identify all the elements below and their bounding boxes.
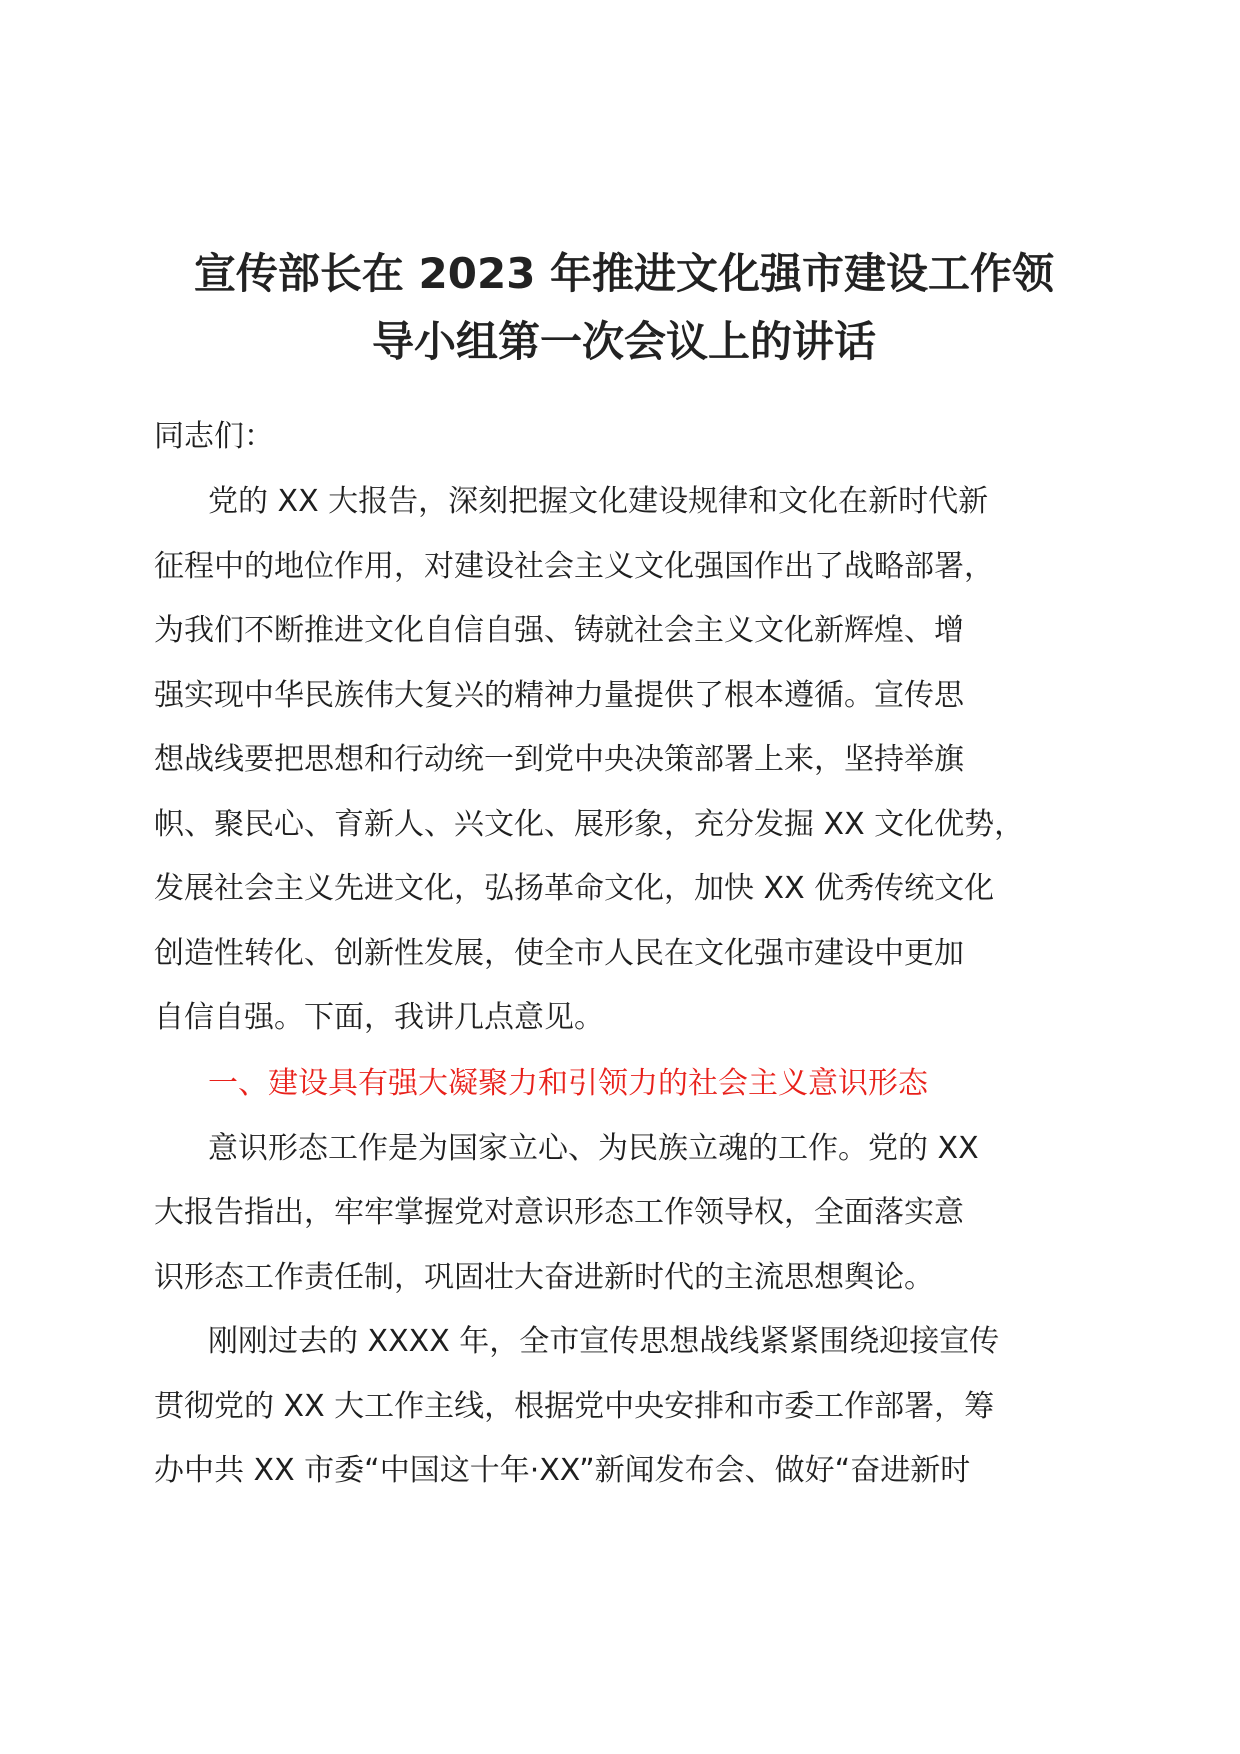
document-page (154, 240, 1094, 1504)
paragraph-line: 帜、聚民心、育新人、兴文化、展形象，充分发掘 XX 文化优势， (154, 806, 1025, 842)
paragraph-line: 为我们不断推进文化自信自强、铸就社会主义文化新辉煌、增 (154, 613, 964, 648)
section-heading: 一、建设具有强大凝聚力和引领力的社会主义意识形态 (208, 1065, 928, 1101)
intro-paragraph (154, 470, 1094, 1051)
paragraph-line: 自信自强。下面，我讲几点意见。 (154, 1000, 604, 1035)
paragraph-line: 刚刚过去的 XXXX 年，全市宣传思想战线紧紧围绕迎接宣传 (208, 1324, 1000, 1359)
section-paragraph (154, 1310, 1094, 1504)
paragraph-line: 强实现中华民族伟大复兴的精神力量提供了根本遵循。宣传思 (154, 677, 964, 713)
paragraph-line: 想战线要把思想和行动统一到党中央决策部署上来，坚持举旗 (154, 742, 964, 777)
paragraph-line: 大报告指出，牢牢掌握党对意识形态工作领导权，全面落实意 (154, 1195, 964, 1230)
paragraph-line: 党的 XX 大报告，深刻把握文化建设规律和文化在新时代新 (208, 484, 989, 519)
salutation: 同志们： (154, 419, 274, 454)
paragraph-line: 征程中的地位作用，对建设社会主义文化强国作出了战略部署， (154, 548, 994, 584)
paragraph-line: 贯彻党的 XX 大工作主线，根据党中央安排和市委工作部署，筹 (154, 1388, 995, 1424)
paragraph-line: 意识形态工作是为国家立心、为民族立魂的工作。党的 XX (208, 1130, 979, 1166)
paragraph-line: 识形态工作责任制，巩固壮大奋进新时代的主流思想舆论。 (154, 1259, 934, 1295)
paragraph-line: 创造性转化、创新性发展，使全市人民在文化强市建设中更加 (154, 935, 964, 971)
paragraph-line: 发展社会主义先进文化，弘扬革命文化，加快 XX 优秀传统文化 (154, 871, 995, 906)
paragraph-line: 办中共 XX 市委“中国这十年·XX”新闻发布会、做好“奋进新时 (154, 1453, 971, 1488)
title-line-2: 导小组第一次会议上的讲话 (371, 317, 876, 366)
title-line-1: 宣传部长在 2023 年推进文化强市建设工作领 (193, 249, 1055, 298)
section-paragraph (154, 1117, 1094, 1311)
document-title (154, 240, 1094, 376)
